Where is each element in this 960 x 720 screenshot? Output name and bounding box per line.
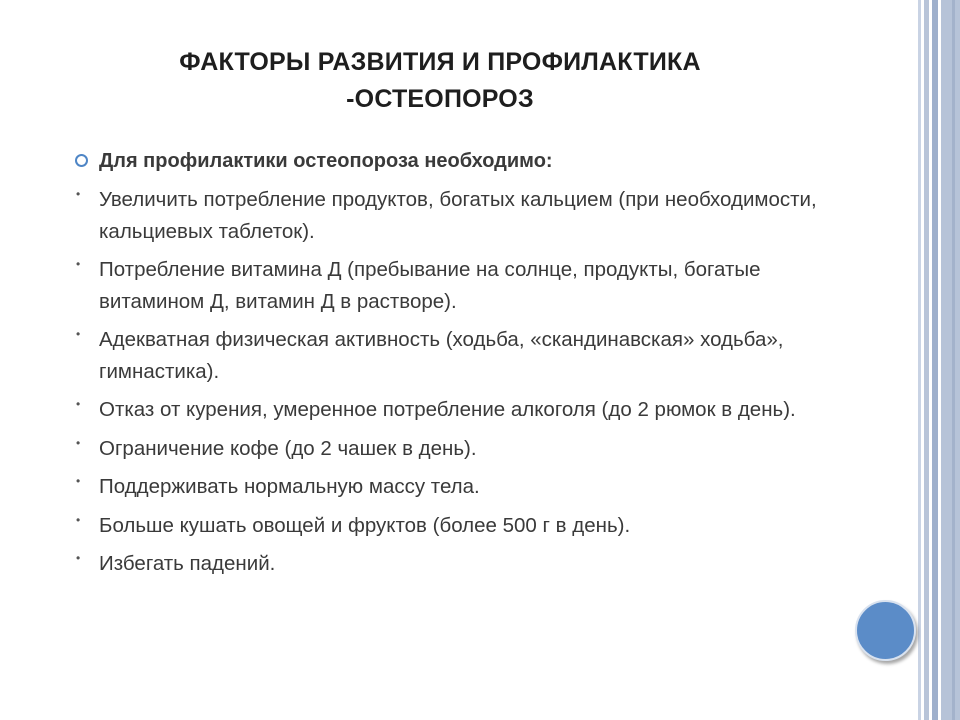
- list-item: [74, 184, 854, 247]
- slide-content: [74, 146, 854, 587]
- title-line-1: ФАКТОРЫ РАЗВИТИЯ И ПРОФИЛАКТИКА: [179, 48, 701, 76]
- border-stripe: [952, 0, 955, 720]
- list-item-text: Поддерживать нормальную массу тела.: [99, 475, 480, 498]
- list-item: [74, 433, 854, 465]
- list-item: [74, 254, 854, 317]
- lead-paragraph: [74, 146, 854, 176]
- title-line-2: -ОСТЕОПОРОЗ: [346, 85, 534, 113]
- border-stripe: [941, 0, 960, 720]
- dot-bullet-icon: •: [76, 512, 81, 527]
- dot-bullet-icon: •: [76, 327, 81, 341]
- list-item-text: Ограничение кофе (до 2 чашек в день).: [99, 436, 477, 460]
- border-stripe: [924, 0, 929, 720]
- dot-bullet-icon: •: [76, 187, 81, 201]
- list-item: [74, 324, 854, 387]
- circle-outline-bullet-icon: [75, 154, 88, 167]
- list-item-text: Увеличить потребление продуктов, богатых кальцием (при необходимости, кальциевых таблеток).: [99, 188, 817, 243]
- list-item: [74, 548, 854, 580]
- list-item-text: Избегать падений.: [99, 552, 276, 575]
- list-item-text: Потребление витамина Д (пребывание на солнце, продукты, богатые витамином Д, витамин Д в растворе).: [99, 258, 761, 313]
- bullet-list: [74, 184, 854, 580]
- list-item-text: Отказ от курения, умеренное потребление алкоголя (до 2 рюмок в день).: [99, 398, 796, 421]
- dot-bullet-icon: •: [76, 474, 81, 488]
- slide-title: [60, 44, 820, 118]
- list-item: [74, 510, 854, 542]
- lead-text: Для профилактики остеопороза необходимо:: [99, 150, 553, 172]
- border-stripe: [932, 0, 938, 720]
- dot-bullet-icon: •: [76, 551, 81, 565]
- list-item-text: Больше кушать овощей и фруктов (более 500 г в день).: [99, 513, 631, 537]
- blue-circle-decoration: [855, 600, 916, 661]
- list-item-text: Адекватная физическая активность (ходьба, «скандинавская» ходьба», гимнастика).: [99, 328, 784, 383]
- dot-bullet-icon: •: [76, 435, 81, 450]
- list-item: [74, 471, 854, 503]
- dot-bullet-icon: •: [76, 397, 81, 411]
- border-stripe: [918, 0, 921, 720]
- list-item: [74, 394, 854, 426]
- dot-bullet-icon: •: [76, 257, 81, 271]
